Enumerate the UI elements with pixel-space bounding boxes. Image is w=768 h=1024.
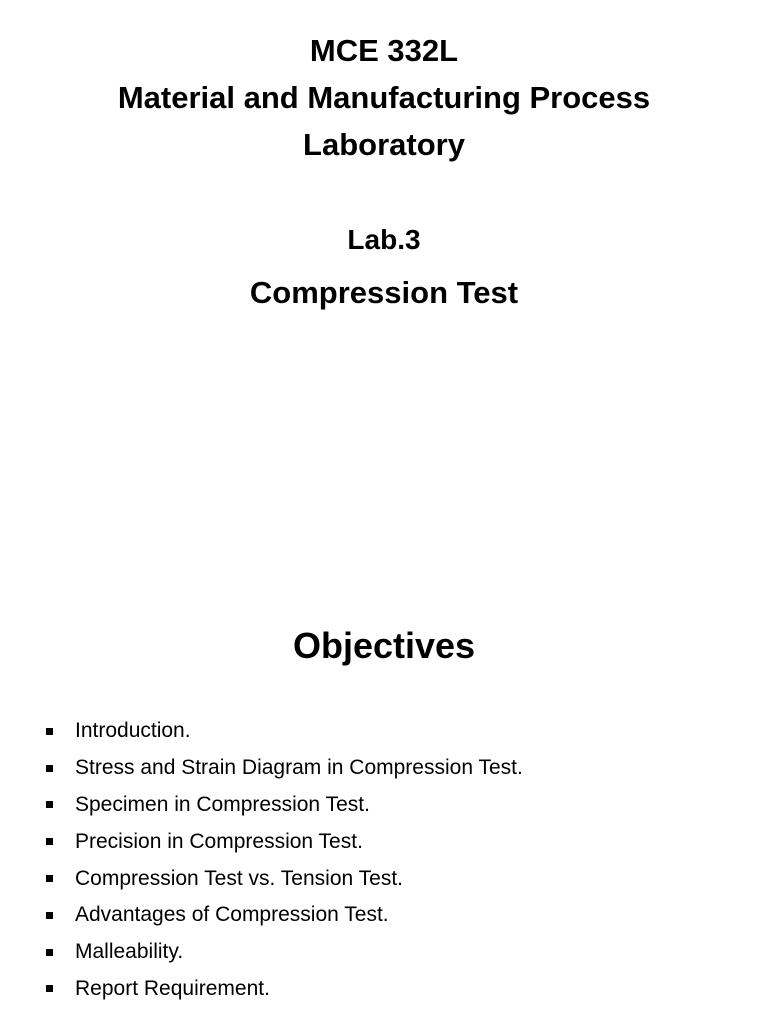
list-item: [46, 971, 523, 1008]
list-item-text: Specimen in Compression Test.: [75, 792, 370, 816]
list-item: [46, 934, 523, 971]
list-item-text: Report Requirement.: [75, 976, 270, 1000]
list-item-text: Stress and Strain Diagram in Compression Test.: [75, 756, 523, 780]
list-item: [46, 750, 523, 787]
list-item-text: Advantages of Compression Test.: [75, 903, 389, 927]
lab-number: Lab.3: [347, 224, 421, 255]
objectives-heading: Objectives: [292, 625, 476, 666]
list-item-text: Introduction.: [75, 719, 191, 743]
course-name-line-2: Laboratory: [303, 127, 465, 162]
square-bullet-icon: [46, 765, 53, 772]
square-bullet-icon: [46, 728, 53, 735]
list-item-text: Malleability.: [75, 940, 184, 964]
square-bullet-icon: [46, 912, 53, 919]
list-item-text: Compression Test vs. Tension Test.: [75, 866, 403, 890]
square-bullet-icon: [46, 949, 53, 956]
list-item: [46, 713, 523, 750]
square-bullet-icon: [46, 838, 53, 845]
square-bullet-icon: [46, 801, 53, 808]
list-item: [46, 787, 523, 824]
course-name-line-1: Material and Manufacturing Process: [117, 80, 651, 115]
square-bullet-icon: [46, 875, 53, 882]
list-item: [46, 897, 523, 934]
list-item-text: Precision in Compression Test.: [75, 829, 363, 853]
list-item: [46, 860, 523, 897]
objectives-list: [46, 713, 523, 1007]
list-item: [46, 823, 523, 860]
course-code: MCE 332L: [309, 33, 459, 68]
square-bullet-icon: [46, 985, 53, 992]
objectives-slide: [0, 600, 768, 1024]
lab-topic: Compression Test: [249, 275, 519, 310]
